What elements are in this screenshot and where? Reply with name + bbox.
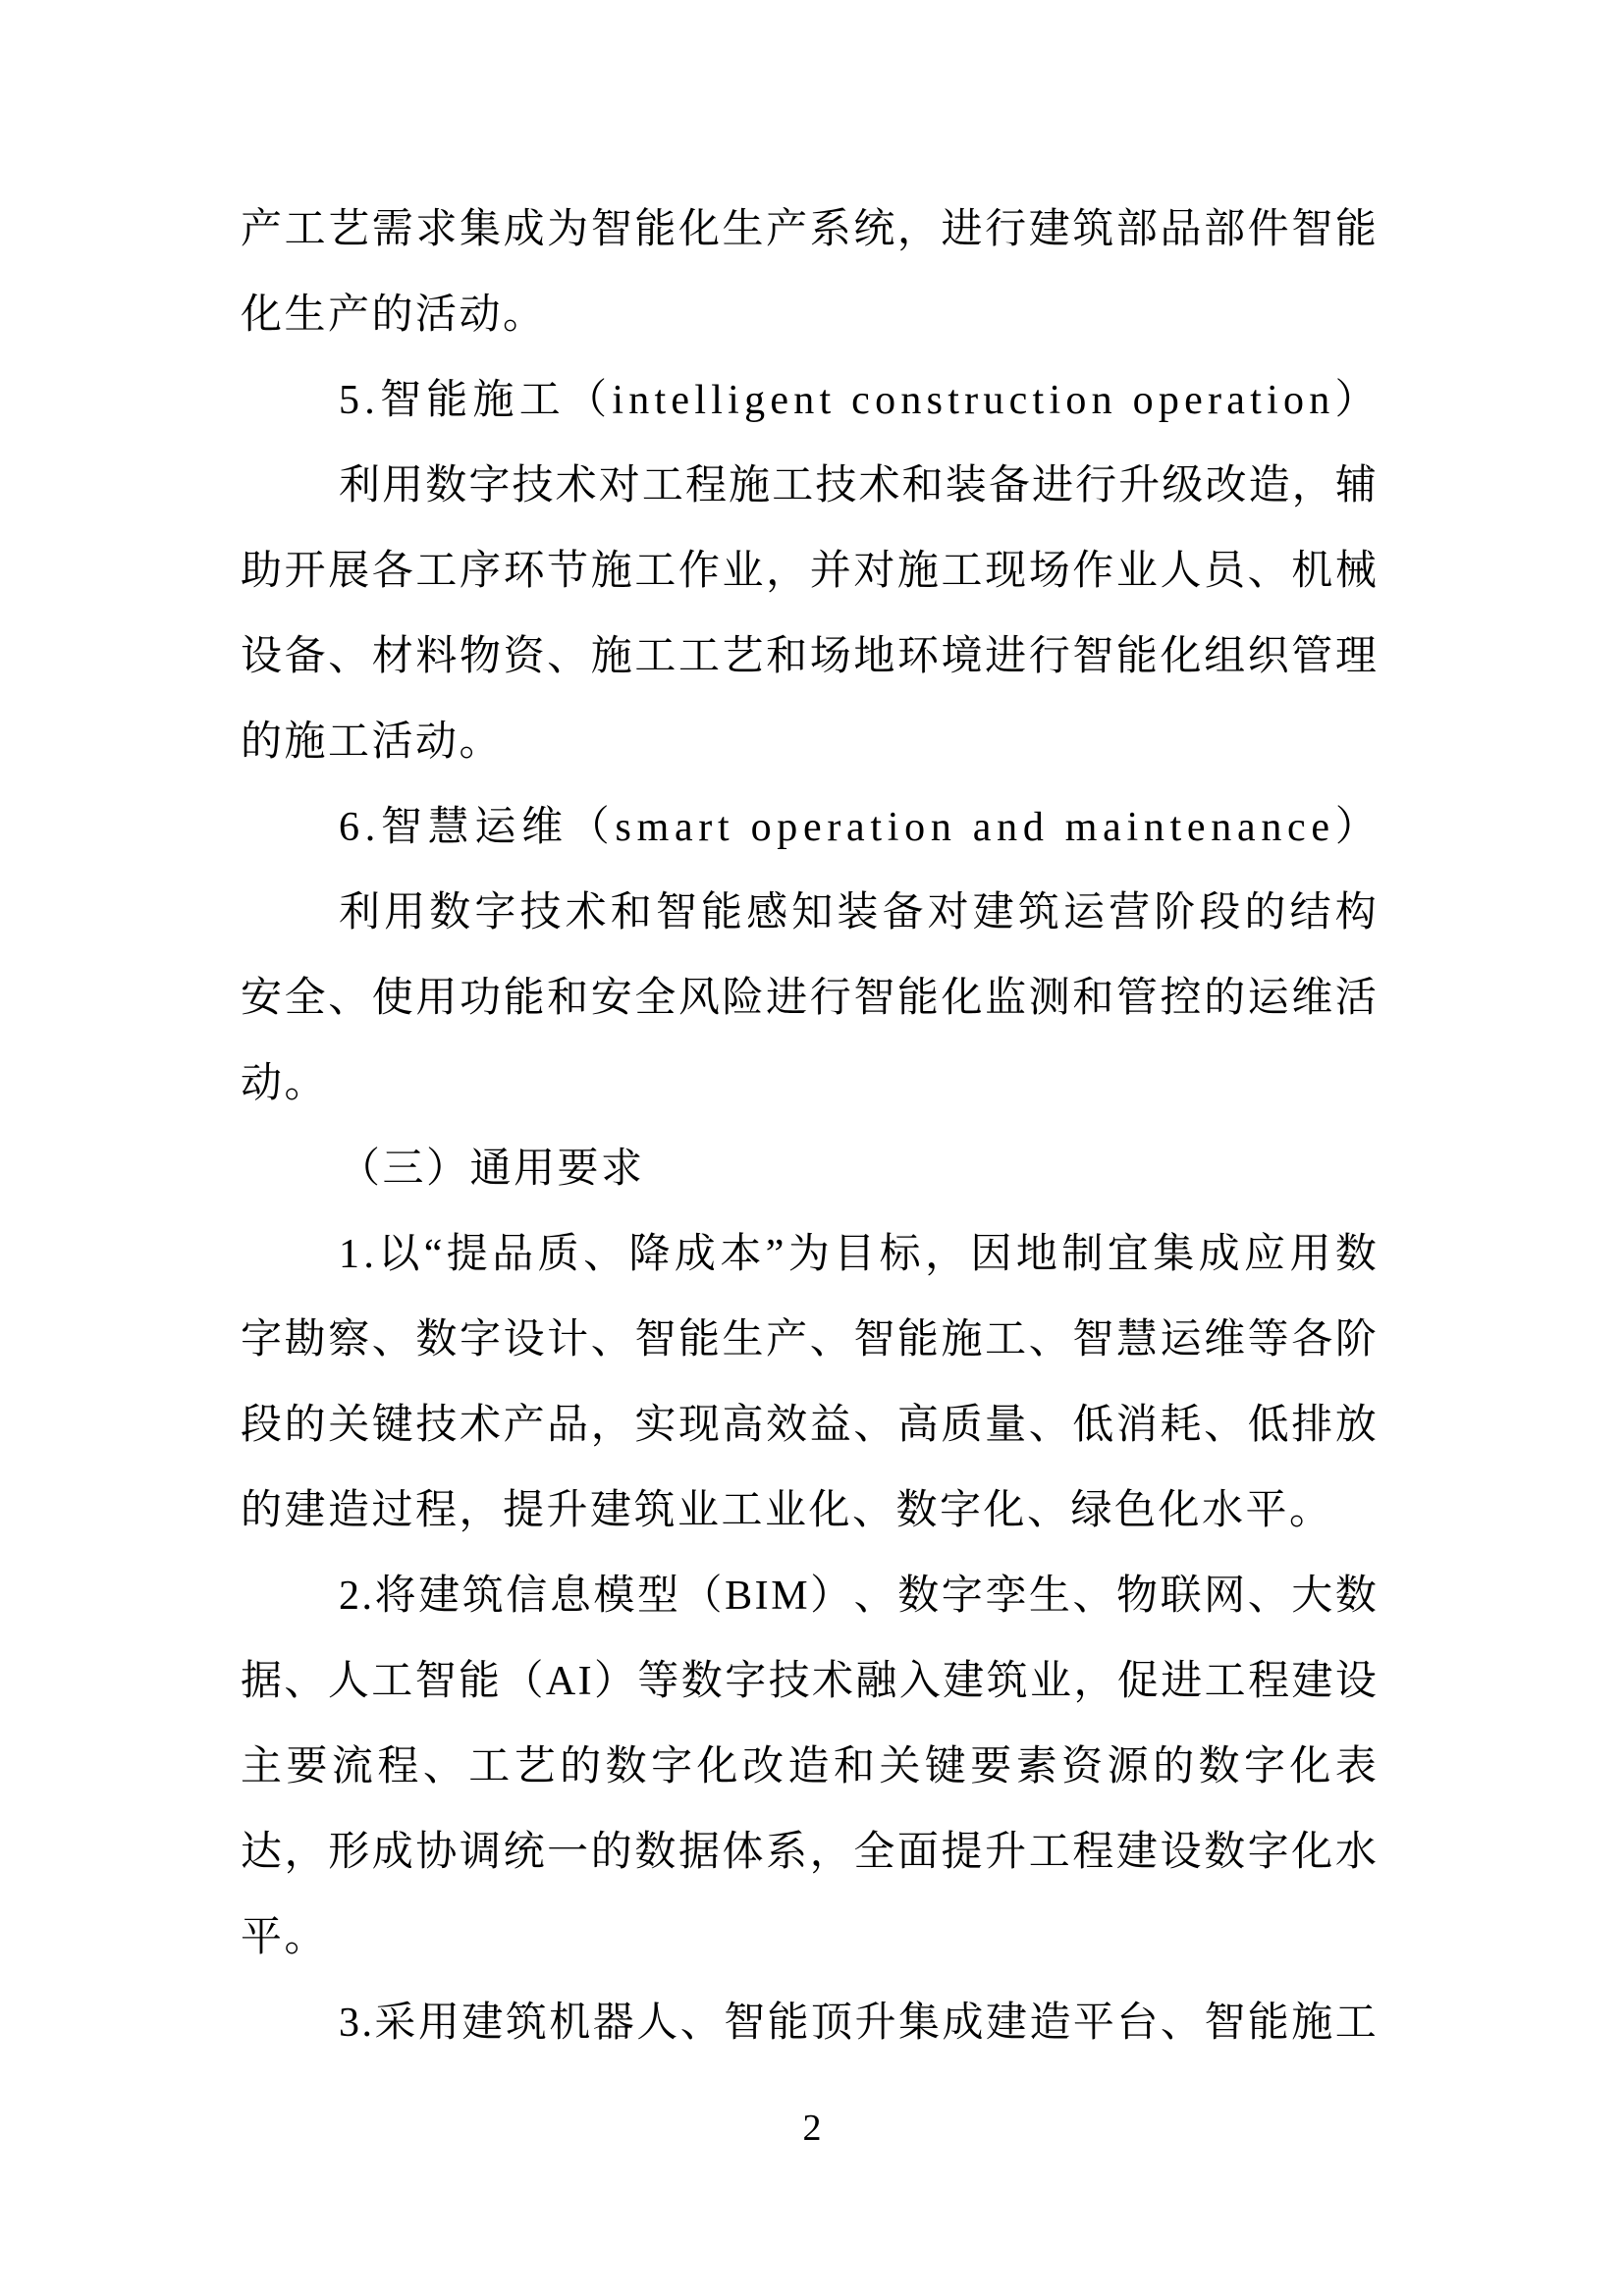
text-line: 设 备 、 材 料 物 资 、 施 工 工 艺 和 场 地 环 境 进 行 智 能 化 组 织 管 理 bbox=[241, 633, 1377, 679]
text-line: 6 . 智 慧 运 维 （ s m a r t o p e r a t i o n a n d m a i n t e n a n c e ） bbox=[339, 804, 1377, 850]
text-line: 据 、 人 工 智 能 （ A I ） 等 数 字 技 术 融 入 建 筑 业 ， 促 进 工 程 建 设 bbox=[241, 1658, 1377, 1704]
page-number: 2 bbox=[802, 2108, 822, 2149]
text-line: 平。 bbox=[241, 1914, 329, 1960]
text-line: 化生产的活动。 bbox=[241, 292, 547, 338]
text-line: 段 的 关 键 技 术 产 品 ， 实 现 高 效 益 、 高 质 量 、 低 消 耗 、 低 排 放 bbox=[241, 1402, 1377, 1448]
text-line: 达 ， 形 成 协 调 统 一 的 数 据 体 系 ， 全 面 提 升 工 程 建 设 数 字 化 水 bbox=[241, 1829, 1377, 1875]
text-line: 产 工 艺 需 求 集 成 为 智 能 化 生 产 系 统 ， 进 行 建 筑 部 品 部 件 智 能 bbox=[241, 206, 1377, 252]
text-line: 安 全 、 使 用 功 能 和 安 全 风 险 进 行 智 能 化 监 测 和 管 控 的 运 维 活 bbox=[241, 975, 1377, 1021]
text-line: 利 用 数 字 技 术 和 智 能 感 知 装 备 对 建 筑 运 营 阶 段 的 结 构 bbox=[339, 889, 1377, 935]
text-line: 2 . 将 建 筑 信 息 模 型 （ B I M ） 、 数 字 孪 生 、 物 联 网 、 大 数 bbox=[339, 1573, 1377, 1619]
text-line: 的建造过程，提升建筑业工业化、数字化、绿色化水平。 bbox=[241, 1487, 1333, 1533]
text-line: 1 . 以 “ 提 品 质 、 降 成 本 ” 为 目 标 ， 因 地 制 宜 集 成 应 用 数 bbox=[339, 1231, 1377, 1277]
text-line: 的施工活动。 bbox=[241, 719, 504, 765]
text-line: 主 要 流 程 、 工 艺 的 数 字 化 改 造 和 关 键 要 素 资 源 的 数 字 化 表 bbox=[241, 1743, 1377, 1789]
text-line: 5 . 智 能 施 工 （ i n t e l l i g e n t c o n s t r u c t i o n o p e r a t i o n ） bbox=[339, 377, 1377, 423]
text-line: 利 用 数 字 技 术 对 工 程 施 工 技 术 和 装 备 进 行 升 级 改 造 ， 辅 bbox=[339, 462, 1377, 508]
text-line: 3 . 采 用 建 筑 机 器 人 、 智 能 顶 升 集 成 建 造 平 台 、 智 能 施 工 bbox=[339, 2000, 1377, 2046]
section-heading: （三）通用要求 bbox=[339, 1146, 645, 1192]
document-body bbox=[241, 187, 1377, 2065]
text-line: 动。 bbox=[241, 1060, 329, 1106]
text-line: 助 开 展 各 工 序 环 节 施 工 作 业 ， 并 对 施 工 现 场 作 业 人 员 、 机 械 bbox=[241, 548, 1377, 594]
text-line: 字 勘 察 、 数 字 设 计 、 智 能 生 产 、 智 能 施 工 、 智 慧 运 维 等 各 阶 bbox=[241, 1316, 1377, 1362]
